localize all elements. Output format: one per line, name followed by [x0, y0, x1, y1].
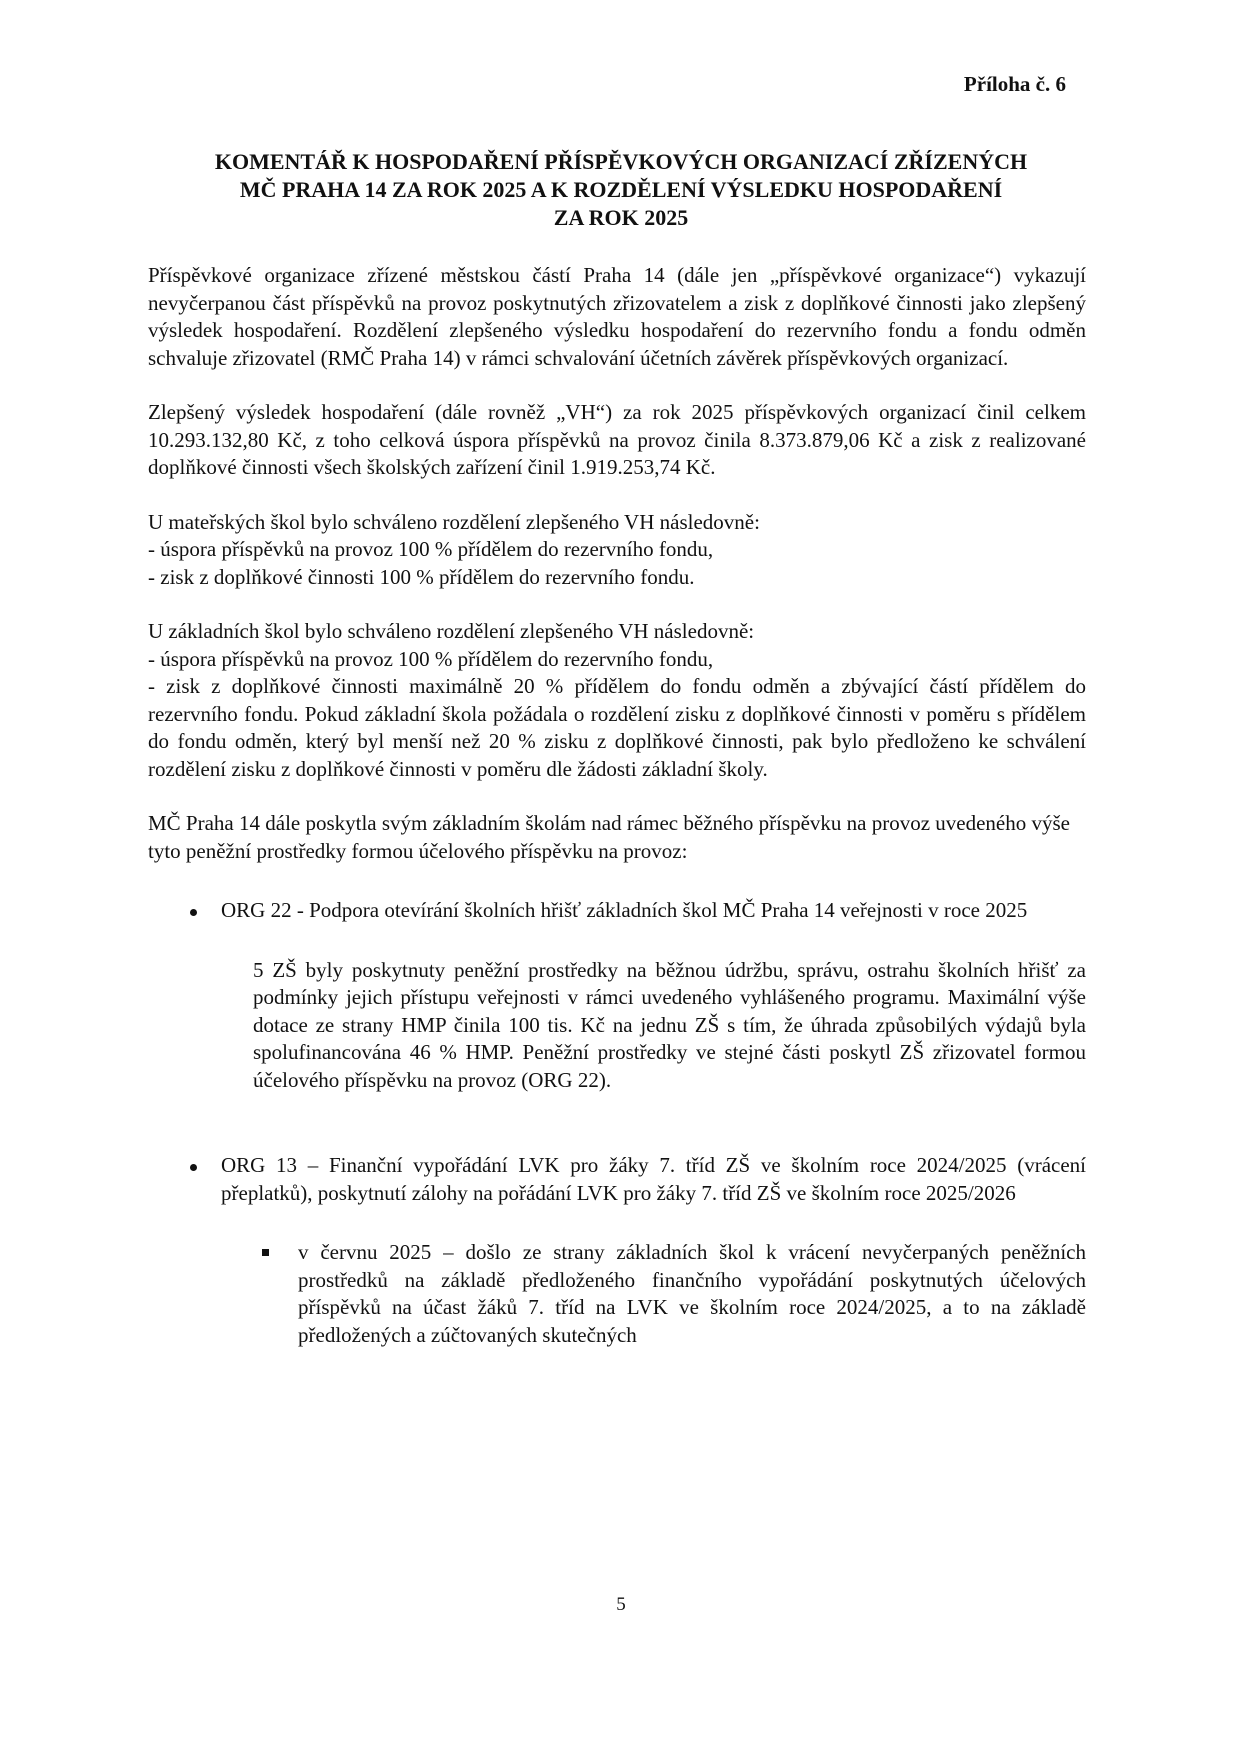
org22-detail: 5 ZŠ byly poskytnuty peněžní prostředky na běžnou údržbu, správu, ostrahu školních hřišť za podmínky jejich přístupu veřejnosti v rámci uvedeného vyhlášeného programu. Maximální výše dotace ze strany HMP činila 100 tis. Kč na jednu ZŠ s tím, že úhrada způsobilých výdajů byla spolufinancována 46 % HMP. Peněžní prostředky ve stejné části poskytl ZŠ zřizovatel formou účelového příspěvku na provoz (ORG 22).	[253, 957, 1086, 1092]
result-paragraph: Zlepšený výsledek hospodaření (dále rovněž „VH“) za rok 2025 příspěvkových organizací činil celkem 10.293.132,80 Kč, z toho celková úspora příspěvků na provoz činila 8.373.879,06 Kč a zisk z realizované doplňkové činnosti všech školských zařízení činil 1.919.253,74 Kč.	[148, 400, 1086, 479]
kindergartens-item-2: - zisk z doplňkové činnosti 100 % přídělem do rezervního fondu.	[148, 564, 695, 589]
document-body	[148, 262, 1086, 1349]
annex-label: Příloha č. 6	[963, 72, 1066, 96]
title-line-2: MČ PRAHA 14 ZA ROK 2025 A K ROZDĚLENÍ VÝSLEDKU HOSPODAŘENÍ	[239, 177, 1003, 202]
title-line-3: ZA ROK 2025	[553, 205, 689, 230]
bullet-icon	[190, 1164, 197, 1171]
document-title	[120, 148, 1122, 232]
org13-list-item	[148, 1152, 1086, 1207]
extra-funding-paragraph: MČ Praha 14 dále poskytla svým základním školám nad rámec běžného příspěvku na provoz uvedeného výše tyto peněžní prostředky formou účelového příspěvku na provoz:	[148, 811, 1071, 863]
bullet-icon	[190, 909, 197, 916]
kindergartens-section	[148, 509, 1086, 592]
primary-schools-item-1: - úspora příspěvků na provoz 100 % přídělem do rezervního fondu,	[148, 646, 714, 671]
org22-title: ORG 22 - Podpora otevírání školních hřišť základních škol MČ Praha 14 veřejnosti v roce 2025	[221, 898, 1028, 922]
kindergartens-item-1: - úspora příspěvků na provoz 100 % přídělem do rezervního fondu,	[148, 537, 714, 561]
primary-schools-section	[148, 618, 1086, 783]
org13-title: ORG 13 – Finanční vypořádání LVK pro žáky 7. tříd ZŠ ve školním roce 2024/2025 (vrácení přeplatků), poskytnutí zálohy na pořádání LVK pro žáky 7. tříd ZŠ ve školním roce 2025/2026	[221, 1153, 1086, 1205]
page-number: 5	[616, 1594, 626, 1615]
org13-sub-item	[148, 1239, 1086, 1349]
org22-list-item	[148, 897, 1086, 925]
intro-paragraph: Příspěvkové organizace zřízené městskou částí Praha 14 (dále jen „příspěvkové organizace“) vykazují nevyčerpanou část příspěvků na provoz poskytnutých zřizovatelem a zisk z doplňkové činnosti jako zlepšený výsledek hospodaření. Rozdělení zlepšeného výsledku hospodaření do rezervního fondu a fondu odměn schvaluje zřizovatel (RMČ Praha 14) v rámci schvalování účetních závěrek příspěvkových organizací.	[148, 263, 1086, 370]
primary-schools-heading: U základních škol bylo schváleno rozdělení zlepšeného VH následovně:	[148, 619, 755, 643]
title-line-1: KOMENTÁŘ K HOSPODAŘENÍ PŘÍSPĚVKOVÝCH ORGANIZACÍ ZŘÍZENÝCH	[214, 149, 1028, 174]
kindergartens-heading: U mateřských škol bylo schváleno rozdělení zlepšeného VH následovně:	[148, 509, 760, 534]
square-bullet-icon	[262, 1249, 269, 1256]
org13-sub-item-text: v červnu 2025 – došlo ze strany základních škol k vrácení nevyčerpaných peněžních prostředků na základě předloženého finančního vypořádání poskytnutých účelových příspěvků na účast žáků 7. tříd na LVK ve školním roce 2024/2025, a to na základě předložených a zúčtovaných skutečných	[298, 1240, 1086, 1347]
primary-schools-item-2: - zisk z doplňkové činnosti maximálně 20 % přídělem do fondu odměn a zbývající částí přídělem do rezervního fondu. Pokud základní škola požádala o rozdělení zisku z doplňkové činnosti v poměru s přídělem do fondu odměn, který byl menší než 20 % zisku z doplňkové činnosti, pak bylo předloženo ke schválení rozdělení zisku z doplňkové činnosti v poměru dle žádosti základní školy.	[148, 674, 1086, 781]
